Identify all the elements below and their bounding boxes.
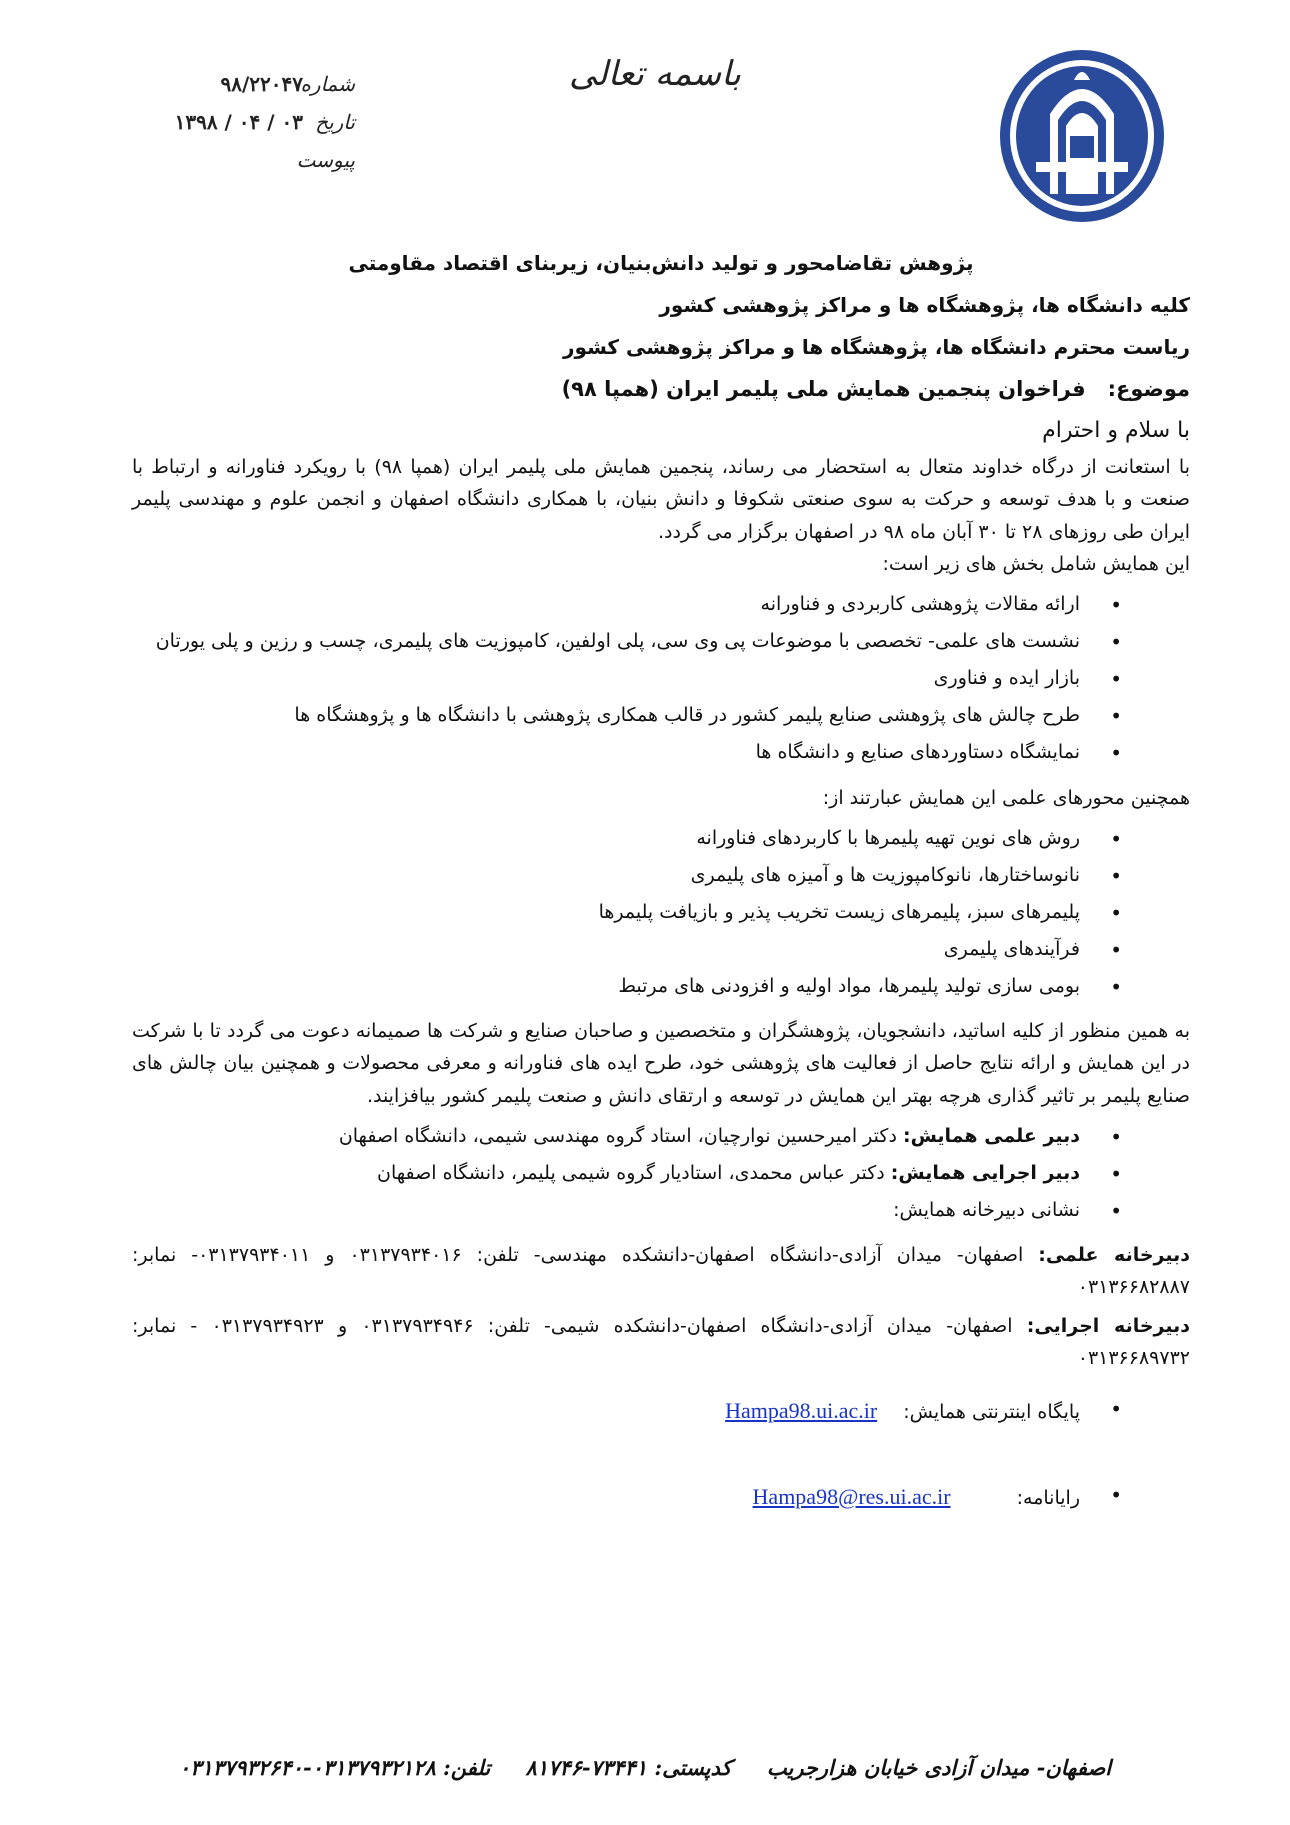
- footer-phone: تلفن: ۰۳۱۳۷۹۳۲۱۲۸-۰۳۱۳۷۹۳۲۶۴۰: [178, 1755, 491, 1780]
- attachment-label: پیوست: [296, 148, 355, 172]
- number-row: [105, 72, 355, 110]
- contacts-list: [132, 1118, 1190, 1229]
- scientific-secretariat-text: اصفهان- میدان آزادی-دانشگاه اصفهان-دانشکده مهندسی- تلفن: ۰۳۱۳۷۹۳۴۰۱۶ و ۰۳۱۳۷۹۳۴۰۱۱- نمابر: ۰۳۱۳۶۶۸۲۸۸۷: [132, 1244, 1190, 1299]
- email-row: [132, 1478, 1190, 1515]
- subject-line: [132, 372, 1190, 408]
- list-item: • طرح چالش های پژوهشی صنایع پلیمر کشور در قالب همکاری پژوهشی با دانشگاه ها و پژوهشگاه ها: [132, 697, 1080, 734]
- list-item: • بازار ایده و فناوری: [132, 660, 1080, 697]
- recipient-line-2: ریاست محترم دانشگاه ها، پژوهشگاه ها و مراکز پژوهشی کشور: [563, 335, 1190, 359]
- slogan: پژوهش تقاضامحور و تولید دانش‌بنیان، زیربنای اقتصاد مقاومتی: [348, 251, 974, 275]
- scientific-secretary-label: دبیر علمی همایش:: [902, 1124, 1080, 1147]
- topics-intro: همچنین محورهای علمی این همایش عبارتند از:: [822, 786, 1190, 809]
- basmala: باسمه تعالی: [569, 54, 741, 94]
- list-item: • نمایشگاه دستاوردهای صنایع و دانشگاه ها: [132, 734, 1080, 771]
- subject-text: فراخوان پنجمین همایش ملی پلیمر ایران (همپا ۹۸): [561, 377, 1086, 401]
- number-value: ۹۸/۲۲۰۴۷: [220, 72, 303, 96]
- list-item: • روش های نوین تهیه پلیمرها با کاربردهای فناورانه: [132, 820, 1080, 857]
- sections-intro: این همایش شامل بخش های زیر است:: [882, 552, 1190, 575]
- topics-list: [132, 820, 1190, 1005]
- executive-secretary: [132, 1155, 1080, 1192]
- email-label: رایانامه:: [1016, 1486, 1080, 1509]
- subject-label: موضوع:: [1107, 377, 1190, 401]
- executive-secretary-text: دکتر عباس محمدی، استادیار گروه شیمی پلیمر، دانشگاه اصفهان: [377, 1161, 885, 1184]
- list-item: • نشست های علمی- تخصصی با موضوعات پی وی سی، پلی اولفین، کامپوزیت های پلیمری، چسب و رزین و پلی یورتان: [132, 623, 1080, 660]
- scientific-secretariat: [132, 1239, 1190, 1304]
- recipient-line-1: کلیه دانشگاه ها، پژوهشگاه ها و مراکز پژوهشی کشور: [659, 293, 1190, 317]
- attachment-row: [105, 148, 355, 186]
- address-intro: • نشانی دبیرخانه همایش:: [132, 1192, 1080, 1229]
- list-item: • ارائه مقالات پژوهشی کاربردی و فناورانه: [132, 586, 1080, 623]
- invitation-paragraph: به همین منظور از کلیه اساتید، دانشجویان، پژوهشگران و متخصصین و صاحبان صنایع و شرکت ها صمیمانه دعوت می گردد تا با شرکت در این همایش و ارائه نتایج حاصل از فعالیت های پژوهشی خود، طرح ایده های فناورانه و معرفی محصولات و همچنین بیان چالش های صنایع پلیمر بر تاثیر گذاری هرچه بهتر این همایش در توسعه و ارتقای دانش و صنعت پلیمر کشور بیافزایند.: [132, 1020, 1190, 1107]
- scientific-secretary: [132, 1118, 1080, 1155]
- website-link[interactable]: Hampa98.ui.ac.ir: [725, 1398, 878, 1424]
- greeting: با سلام و احترام: [1042, 417, 1190, 443]
- letter-meta: [105, 72, 355, 186]
- executive-secretariat: [132, 1310, 1190, 1375]
- date-value: ۱۳۹۸ / ۰۴ / ۰۳: [174, 110, 303, 134]
- executive-secretariat-label: دبیرخانه اجرایی:: [1026, 1314, 1191, 1337]
- email-link[interactable]: Hampa98@res.ui.ac.ir: [752, 1483, 951, 1509]
- number-label: شماره: [300, 72, 355, 96]
- scientific-secretariat-label: دبیرخانه علمی:: [1038, 1244, 1190, 1267]
- letter-body: [132, 246, 1190, 1515]
- list-item: • بومی سازی تولید پلیمرها، مواد اولیه و افزودنی های مرتبط: [132, 968, 1080, 1005]
- list-item: • نانوساختارها، نانوکامپوزیت ها و آمیزه های پلیمری: [132, 857, 1080, 894]
- date-row: [105, 110, 355, 148]
- sections-list: [132, 586, 1190, 771]
- executive-secretariat-text: اصفهان- میدان آزادی-دانشگاه اصفهان-دانشکده شیمی- تلفن: ۰۳۱۳۷۹۳۴۹۴۶ و ۰۳۱۳۷۹۳۴۹۲۳ - نمابر: ۰۳۱۳۶۶۸۹۷۳۲: [132, 1314, 1190, 1369]
- website-label: پایگاه اینترنتی همایش:: [903, 1401, 1080, 1424]
- list-item: • پلیمرهای سبز، پلیمرهای زیست تخریب پذیر و بازیافت پلیمرها: [132, 894, 1080, 931]
- footer-address: اصفهان- میدان آزادی خیابان هزارجریب: [766, 1755, 1112, 1780]
- university-logo: [992, 44, 1172, 224]
- date-label: تاریخ: [315, 110, 355, 134]
- scientific-secretary-text: دکتر امیرحسین نوارچیان، استاد گروه مهندسی شیمی، دانشگاه اصفهان: [338, 1124, 897, 1147]
- footer-postal-code: کدپستی: ۷۳۴۴۱-۸۱۷۴۶: [525, 1755, 732, 1780]
- footer: [120, 1755, 1170, 1780]
- intro-paragraph: با استعانت از درگاه خداوند متعال به استحضار می رساند، پنجمین همایش ملی پلیمر ایران (همپا ۹۸) با رویکرد فناورانه و ارتباط با صنعت و با هدف توسعه و حرکت به سوی صنعتی شکوفا و دانش بنیان، با همکاری دانشگاه اصفهان و انجمن علوم و مهندسی پلیمر ایران طی روزهای ۲۸ تا ۳۰ آبان ماه ۹۸ در اصفهان برگزار می گردد.: [132, 456, 1190, 543]
- list-item: • فرآیندهای پلیمری: [132, 931, 1080, 968]
- website-row: [132, 1392, 1190, 1429]
- executive-secretary-label: دبیر اجرایی همایش:: [890, 1161, 1080, 1184]
